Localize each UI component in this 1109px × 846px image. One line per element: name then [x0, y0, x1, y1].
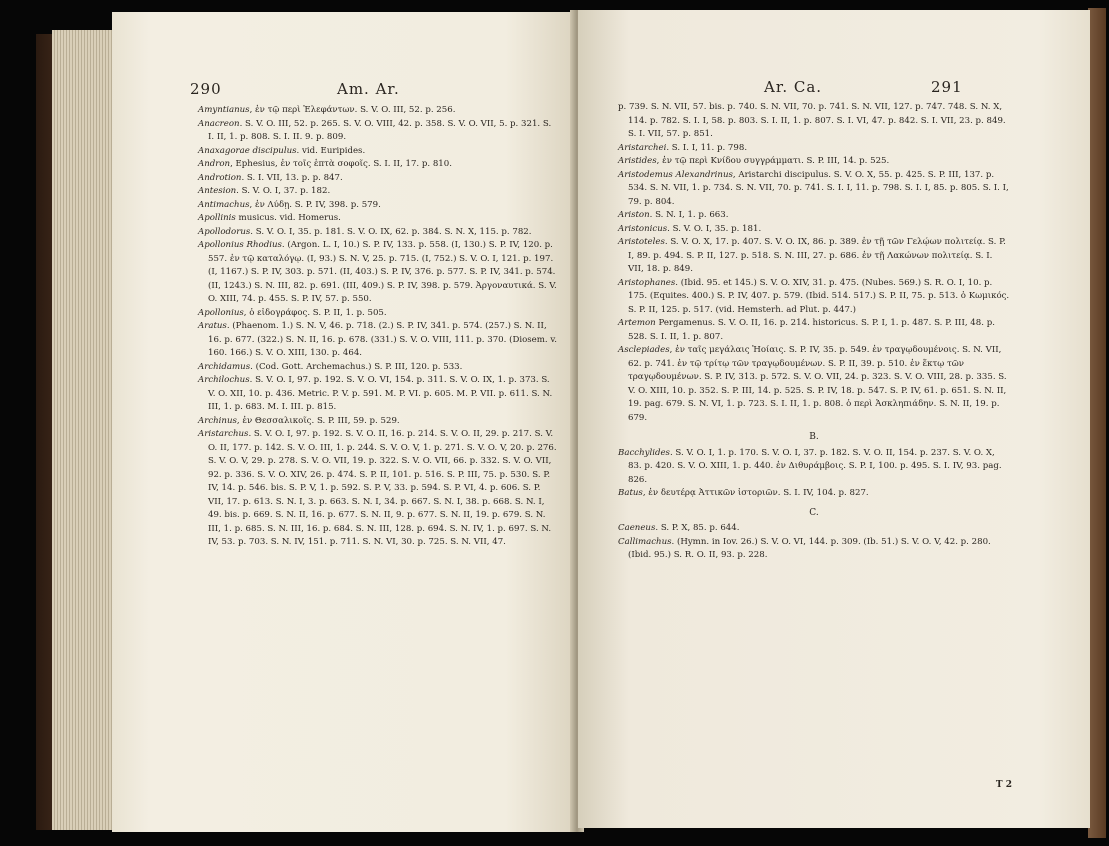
entry-headword: Artemon: [618, 318, 656, 328]
entry-headword: Apollonius Rhodius: [198, 240, 282, 250]
entry-references: . S. V. O. X, 17. p. 407. S. V. O. IX, 86. p. 389. ἐν τῇ τῶν Γελῴων πολιτείᾳ. S. P. I, 89. p. 494. S. P. II, 127. p. 518. S. N. III, 27. p. 686. ἐν τῇ Λακώνων πολιτείᾳ. S. I. VII, 18. p. 849.: [628, 237, 1006, 274]
index-entry: [198, 239, 558, 307]
index-entry: [198, 185, 558, 199]
page-edges: [52, 30, 114, 830]
entry-references: . (Cod. Gott. Archemachus.) S. P. III, 120. p. 533.: [250, 361, 463, 372]
entry-references: , Ephesius, ἐν τοῖς ἑπτὰ σοφοῖς. S. I. II, 17. p. 810.: [230, 159, 452, 169]
entry-headword: Aratus: [198, 321, 227, 331]
entry-headword: Apollonius: [198, 307, 244, 318]
left-page: [112, 12, 575, 832]
entry-references: , ἐν Θεσσαλικοῖς. S. P. III, 59. p. 529.: [236, 415, 400, 426]
entry-references: , ἐν τῷ περὶ Κνίδου συγγράμματι. S. P. III, 14. p. 525.: [656, 156, 890, 166]
index-entry: [198, 118, 558, 145]
index-entry: [198, 226, 558, 240]
entry-headword: Bacchylides: [618, 447, 670, 458]
entry-headword: Aristides: [618, 156, 657, 166]
entry-references: . S. V. O. I, 35. p. 181. S. V. O. IX, 62. p. 384. S. N. X, 115. p. 782.: [250, 226, 532, 237]
continuation-entry: p. 739. S. N. VII, 57. bis. p. 740. S. N. VII, 70. p. 741. S. N. VII, 127. p. 747. 748. S. N. X, 114. p. 782. S. I. I, 58. p. 803. S. I. II, 1. p. 807. S. I. VI, 47. p. 842. S. I. VII, 23. p. 849. S. I. VII, 57. p. 851.: [618, 102, 1006, 139]
entry-headword: Apollinis: [198, 213, 236, 223]
entry-headword: Aristophanes: [618, 277, 676, 288]
entry-headword: Aristonicus: [618, 223, 668, 234]
index-entry: [618, 169, 1010, 210]
entry-references: . (Phaenom. 1.) S. N. V, 46. p. 718. (2.) S. P. IV, 341. p. 574. (257.) S. N. II, 16. p. 677. (322.) S. N. II, 16. p. 678. (331.) S. V. O. VIII, 111. p. 370. (Diosem. v. 160. 166.) S. V. O. XIII, 130. p. 464.: [208, 321, 557, 358]
index-entry: [198, 320, 558, 361]
index-entry: [618, 344, 1010, 425]
index-entry: [618, 447, 1010, 488]
entry-headword: Asclepiades: [618, 345, 670, 355]
page-number-left: 290: [190, 80, 222, 98]
entry-headword: Androtion: [198, 172, 242, 183]
running-title-left: Am. Ar.: [337, 80, 400, 98]
index-entry: [198, 428, 558, 550]
entry-references: . S. V. O. I, 37. p. 182.: [236, 186, 331, 196]
entry-references: . (Ibid. 95. et 145.) S. V. O. XIV, 31. p. 475. (Nubes. 569.) S. R. O. I, 10. p. 175. (Equites. 400.) S. P. IV, 407. p. 579. (Ibid. 514. 517.) S. P. II, 75. p. 513. ὁ Κωμικός. S. P. II, 125. p. 517. (vid. Hemsterh. ad Plut. p. 447.): [628, 277, 1010, 315]
entry-references: . (Argon. L. I, 10.) S. P. IV, 133. p. 558. (I, 130.) S. P. IV, 120. p. 557. ἐν τῷ καταλόγῳ. (I, 93.) S. N. V, 25. p. 715. (I, 752.) S. V. O. I, 121. p. 197. (I, 1167.) S. P. IV, 303. p. 571. (II, 403.) S. P. IV, 376. p. 577. S. P. IV, 341. p. 574. (II, 1243.) S. N. III, 82. p. 691. (III, 409.) S. P. IV, 398. p. 579. Ἀργοναυτικά. S. V. O. XIII, 74. p. 455. S. P. IV, 57. p. 550.: [208, 240, 557, 304]
entry-headword: Ariston: [618, 210, 650, 220]
right-page: [578, 10, 1090, 828]
entry-headword: Anaxagorae discipulus: [198, 145, 297, 156]
entry-references: . S. N. I, 1. p. 663.: [649, 210, 729, 220]
entry-references: , ἐν ταῖς μεγάλαις Ἠοίαις. S. P. IV, 35. p. 549. ἐν τραγῳδουμένοις. S. N. VII, 62. p. 741. ἐν τῷ τρίτῳ τῶν τραγῳδουμένων. S. P. II, 39. p. 510. ἐν ἕκτῳ τῶν τραγῳδουμένων. S. P. IV, 313. p. 572. S. V. O. VII, 24. p. 323. S. V. O. VIII, 28. p. 335. S. V. O. XIII, 10. p. 352. S. P. III, 14. p. 525. S. P. IV, 18. p. 547. S. P. IV, 61. p. 651. S. N. II, 19. pag. 679. S. N. VI, 1. p. 723. S. I. II, 1. p. 808. ὁ περὶ Ἀσκληπιάδην. S. N. II, 19. p. 679.: [628, 345, 1007, 423]
index-entry: [198, 199, 558, 213]
entry-references: . S. P. X, 85. p. 644.: [655, 523, 740, 533]
book-cover-right: [1088, 8, 1106, 838]
entry-references: . S. V. O. I, 97. p. 192. S. V. O. II, 16. p. 214. S. V. O. II, 29. p. 217. S. V. O. II, 177. p. 142. S. V. O. III, 1. p. 244. S. V. O. V, 1. p. 271. S. V. O. V, 20. p. 276. S. V. O. V, 29. p. 278. S. V. O. VII, 19. p. 322. S. V. O. VII, 66. p. 332. S. V. O. VII, 92. p. 336. S. V. O. XIV, 26. p. 474. S. P. II, 101. p. 516. S. P. III, 75. p. 530. S. P. IV, 14. p. 546. bis. S. P. V, 1. p. 592. S. P. V, 33. p. 594. S. P. VI, 4. p. 606. S. P. VII, 17. p. 613. S. N. I, 3. p. 663. S. N. I, 34. p. 667. S. N. I, 38. p. 668. S. N. I, 49. bis. p. 669. S. N. II, 16. p. 677. S. N. II, 9. p. 677. S. N. II, 19. p. 679. S. N. III, 1. p. 685. S. N. III, 16. p. 684. S. N. III, 128. p. 694. S. N. IV, 1. p. 697. S. N. IV, 53. p. 703. S. N. IV, 151. p. 711. S. N. VI, 30. p. 725. S. N. VII, 47.: [208, 429, 557, 547]
entry-references: . S. I. VII, 13. p. p. 847.: [241, 172, 343, 183]
signature-mark: T 2: [995, 780, 1012, 790]
index-entry: [198, 307, 558, 321]
entry-references: , Aristarchi discipulus. S. V. O. X, 55. p. 425. S. P. III, 137. p. 534. S. N. VII, 1. p. 734. S. N. VII, 70. p. 741. S. I. I, 11. p. 798. S. I. I, 85. p. 805. S. I. I, 79. p. 804.: [628, 169, 1009, 207]
index-entry: [618, 155, 1010, 169]
index-entry: [198, 374, 558, 415]
index-entry: [198, 104, 558, 118]
index-entry: [618, 487, 1010, 501]
entry-headword: Apollodorus: [198, 226, 251, 237]
entry-headword: Archilochus: [198, 375, 250, 385]
index-entry: [198, 158, 558, 172]
index-entry: [198, 361, 558, 375]
entry-headword: Caeneus: [618, 523, 656, 533]
index-entry: [618, 317, 1010, 344]
right-page-body: [618, 101, 1010, 563]
entry-references: . S. V. O. I, 35. p. 181.: [667, 223, 762, 234]
entry-headword: Archidamus: [198, 361, 251, 372]
entry-references: Pergamenus. S. V. O. II, 16. p. 214. historicus. S. P. I, 1. p. 487. S. P. III, 48. p. 528. S. I. II, 1. p. 807.: [628, 318, 995, 342]
entry-headword: Anacreon: [198, 118, 240, 129]
entry-headword: Archinus: [198, 415, 237, 426]
entry-references: musicus. vid. Homerus.: [235, 213, 341, 223]
entry-headword: Amyntianus: [198, 105, 250, 115]
entry-headword: Antesion: [198, 186, 237, 196]
index-entry: [618, 236, 1010, 277]
index-entry: [618, 536, 1010, 563]
index-entry: [618, 223, 1010, 237]
index-entry: [618, 522, 1010, 536]
entry-references: . S. V. O. I, 97. p. 192. S. V. O. VI, 154. p. 311. S. V. O. IX, 1. p. 373. S. V. O. XII, 10. p. 436. Metric. P. V. p. 591. M. P. VI. p. 605. M. P. VII. p. 611. S. N. III, 1. p. 683. M. I. III. p. 815.: [208, 375, 553, 412]
entry-headword: Antimachus: [198, 199, 250, 210]
entry-references: , ἐν τῷ περὶ Ἐλεφάντων. S. V. O. III, 52. p. 256.: [249, 105, 456, 115]
entry-headword: Aristarchus: [198, 429, 249, 439]
index-entry: [618, 142, 1010, 156]
entry-references: . S. V. O. I, 1. p. 170. S. V. O. I, 37. p. 182. S. V. O. II, 154. p. 237. S. V. O. X, 83. p. 420. S. V. O. XIII, 1. p. 440. ἐν Διθυράμβοις. S. P. I, 100. p. 495. S. I. IV, 93. pag. 826.: [628, 447, 1002, 485]
page-number-right: 291: [931, 78, 963, 96]
entry-headword: Aristoteles: [618, 237, 665, 247]
section-letter-b: B.: [809, 432, 819, 442]
entry-headword: Aristarchei: [618, 142, 667, 153]
entry-headword: Aristodemus Alexandrinus: [618, 169, 733, 180]
entry-headword: Batus: [618, 488, 643, 498]
index-entry: [198, 212, 558, 226]
entry-references: , ἐν δευτέρᾳ Ἀττικῶν ἱστοριῶν. S. I. IV, 104. p. 827.: [642, 488, 869, 498]
running-title-right: Ar. Ca.: [764, 78, 823, 96]
section-letter-c: C.: [809, 507, 819, 518]
entry-references: . S. V. O. III, 52. p. 265. S. V. O. VIII, 42. p. 358. S. V. O. VII, 5. p. 321. S. I. II, 1. p. 808. S. I. II. 9. p. 809.: [208, 118, 552, 142]
entry-references: , ὁ εἰδογράφος. S. P. II, 1. p. 505.: [243, 307, 387, 318]
left-page-body: [198, 104, 558, 550]
index-entry: [618, 277, 1010, 318]
entry-references: , ἐν Λύδῃ. S. P. IV, 398. p. 579.: [249, 199, 381, 210]
entry-headword: Andron: [198, 159, 231, 169]
entry-headword: Callimachus: [618, 536, 672, 547]
index-entry: [618, 209, 1010, 223]
entry-references: . (Hymn. in Iov. 26.) S. V. O. VI, 144. p. 309. (Ib. 51.) S. V. O. V, 42. p. 280. (Ibid. 95.) S. R. O. II, 93. p. 228.: [628, 536, 991, 560]
entry-references: . vid. Euripides.: [296, 145, 366, 156]
index-entry: [198, 145, 558, 159]
index-entry: [198, 172, 558, 186]
entry-references: . S. I. I, 11. p. 798.: [666, 142, 748, 153]
index-entry: [198, 415, 558, 429]
